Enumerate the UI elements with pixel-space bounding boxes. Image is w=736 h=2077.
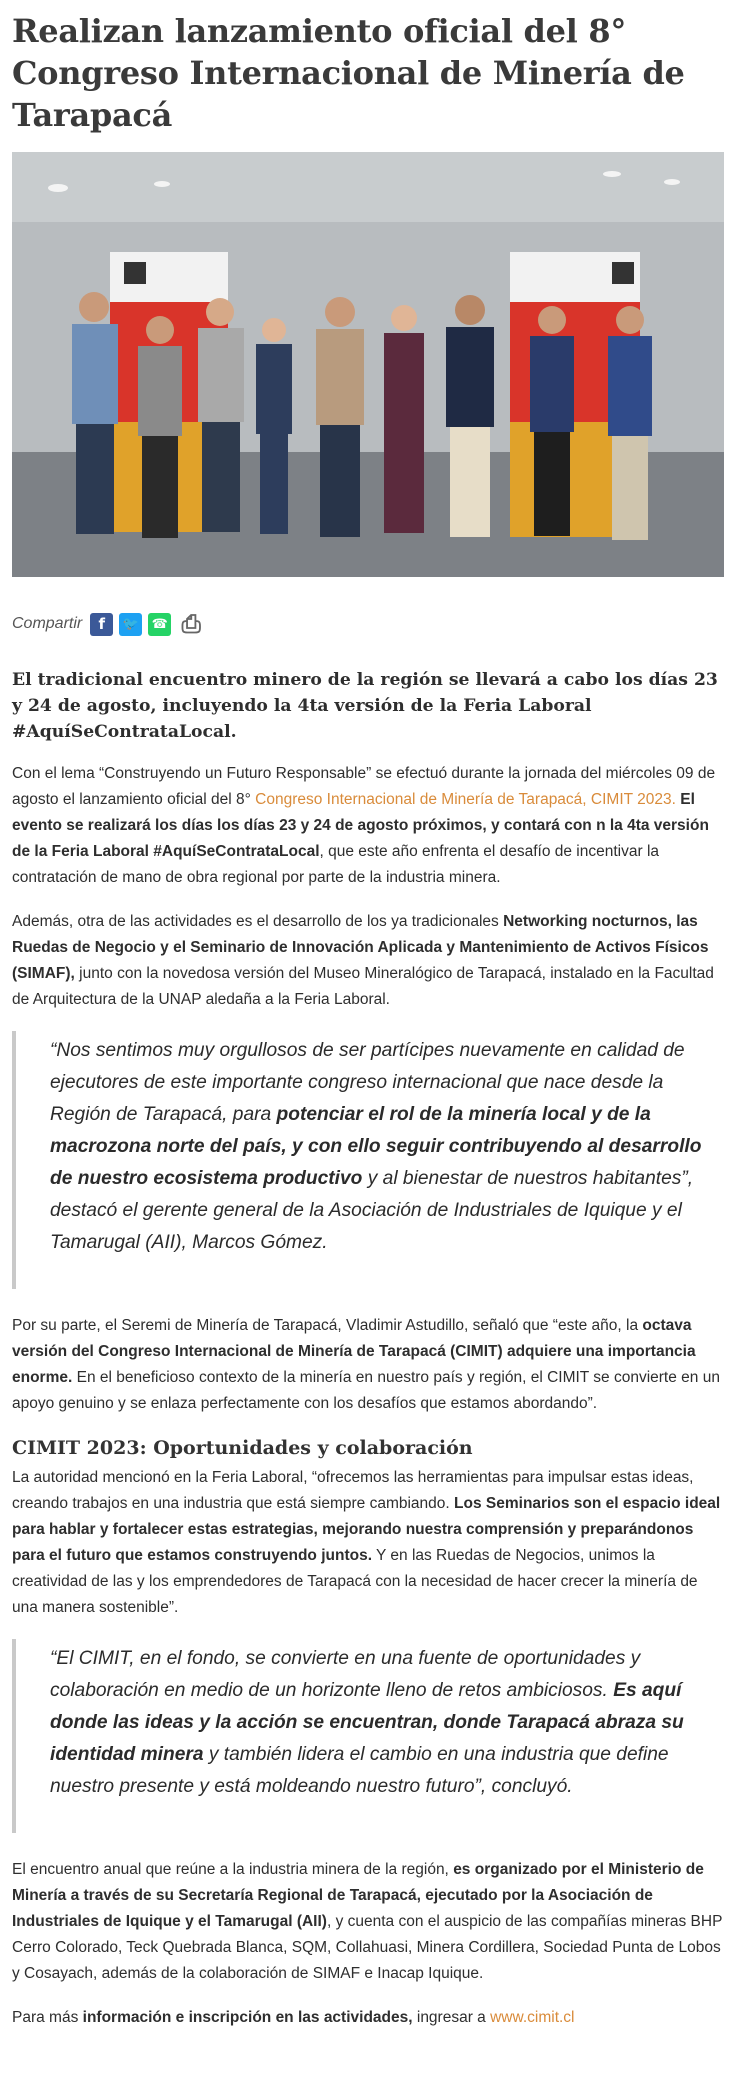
paragraph-4: [12, 1465, 726, 1621]
print-icon[interactable]: ⎙: [181, 610, 201, 638]
text: y también lidera el cambio en una industria que define nuestro presente y está moldeando nuestro futuro”, concluyó.: [50, 1744, 669, 1797]
section-subtitle: CIMIT 2023: Oportunidades y colaboración: [12, 1437, 473, 1459]
text: El encuentro anual que reúne a la industria minera de la región,: [12, 1861, 454, 1878]
facebook-icon[interactable]: f: [90, 613, 113, 636]
cimit-website-link[interactable]: www.cimit.cl: [490, 2009, 575, 2026]
bold-text: Los Seminarios son el espacio ideal para hablar y fortalecer estas estrategias, mejorando nuestra comprensión y preparándonos para el futuro que estamos construyendo juntos.: [12, 1495, 721, 1564]
hero-photo: [12, 152, 724, 577]
bold-text: El evento se realizará los días los días 23 y 24 de agosto próximos, y contará con n la 4ta versión de la Feria Laboral #AquíSeContrataLocal: [12, 791, 709, 860]
text: y al bienestar de nuestros habitantes”, destacó el gerente general de la Asociación de Industriales de Iquique y el Tamarugal (AII), Marcos Gómez.: [50, 1168, 694, 1253]
paragraph-1: [12, 761, 726, 891]
bold-text: Networking nocturnos, las Ruedas de Negocio y el Seminario de Innovación Aplicada y Mantenimiento de Activos Físicos (SIMAF),: [12, 913, 709, 982]
bold-text: información e inscripción en las actividades,: [82, 2009, 413, 2026]
text: “Nos sentimos muy orgullosos de ser partícipes nuevamente en calidad de ejecutores de este importante congreso internacional que nace desde la Región de Tarapacá, para: [50, 1040, 685, 1125]
text: “El CIMIT, en el fondo, se convierte en una fuente de oportunidades y colaboración en medio de un horizonte lleno de retos ambiciosos.: [50, 1648, 641, 1701]
text: junto con la novedosa versión del Museo Mineralógico de Tarapacá, instalado en la Facultad de Arquitectura de la UNAP aledaña a la Feria Laboral.: [12, 965, 714, 1008]
text: Para más: [12, 2009, 83, 2026]
bold-text: octava versión del Congreso Internacional de Minería de Tarapacá (CIMIT) adquiere una importancia enorme.: [12, 1317, 696, 1386]
bold-text: Es aquí donde las ideas y la acción se encuentran, donde Tarapacá abraza su identidad minera: [50, 1680, 684, 1765]
text: , que este año enfrenta el desafío de incentivar la contratación de mano de obra regional por parte de la industria minera.: [12, 843, 660, 886]
whatsapp-icon[interactable]: ☎: [148, 613, 171, 636]
article-title: Realizan lanzamiento oficial del 8° Congreso Internacional de Minería de Tarapacá: [12, 12, 685, 134]
text: Con el lema “Construyendo un Futuro Responsable” se efectuó durante la jornada del miércoles 09 de agosto el lanzamiento oficial del 8°: [12, 765, 716, 808]
text: Además, otra de las actividades es el desarrollo de los ya tradicionales: [12, 913, 504, 930]
cimit-link[interactable]: Congreso Internacional de Minería de Tarapacá, CIMIT 2023.: [255, 791, 676, 808]
paragraph-6: [12, 2005, 726, 2031]
quote-cimit: [12, 1639, 726, 1833]
paragraph-5: [12, 1857, 726, 1987]
text: Y en las Ruedas de Negocios, unimos la creatividad de las y los emprendedores de Tarapacá con la necesidad de hacer crecer la minería de una manera sostenible”.: [12, 1547, 698, 1616]
text: , y cuenta con el auspicio de las compañías mineras BHP Cerro Colorado, Teck Quebrada Blanca, SQM, Collahuasi, Minera Cordillera, Sociedad Punta de Lobos y Cosayach, además de la colaboración de SIMAF e Inacap Iquique.: [12, 1913, 723, 1982]
paragraph-3: [12, 1313, 726, 1417]
bold-text: potenciar el rol de la minería local y de la macrozona norte del país, y con ello seguir contribuyendo al desarrollo de nuestro ecosistema productivo: [50, 1104, 702, 1189]
twitter-icon[interactable]: 🐦: [119, 613, 142, 636]
share-bar: [12, 611, 726, 637]
text: ingresar a: [412, 2009, 491, 2026]
text: La autoridad mencionó en la Feria Laboral, “ofrecemos las herramientas para impulsar estas ideas, creando trabajos en una industria que está siempre cambiando.: [12, 1469, 694, 1512]
article-lead: El tradicional encuentro minero de la región se llevará a cabo los días 23 y 24 de agosto, incluyendo la 4ta versión de la Feria Laboral #AquíSeContrataLocal.: [12, 670, 718, 742]
text: Por su parte, el Seremi de Minería de Tarapacá, Vladimir Astudillo, señaló que “este año, la: [12, 1317, 643, 1334]
quote-marcos-gomez: [12, 1031, 726, 1289]
share-label: Compartir: [12, 615, 83, 632]
text: En el beneficioso contexto de la minería en nuestro país y región, el CIMIT se convierte en un apoyo genuino y se enlaza perfectamente con los desafíos que estamos abordando”.: [12, 1369, 720, 1412]
paragraph-2: [12, 909, 726, 1013]
bold-text: es organizado por el Ministerio de Minería a través de su Secretaría Regional de Tarapacá, ejecutado por la Asociación de Industriales de Iquique y el Tamarugal (AII): [12, 1861, 704, 1930]
